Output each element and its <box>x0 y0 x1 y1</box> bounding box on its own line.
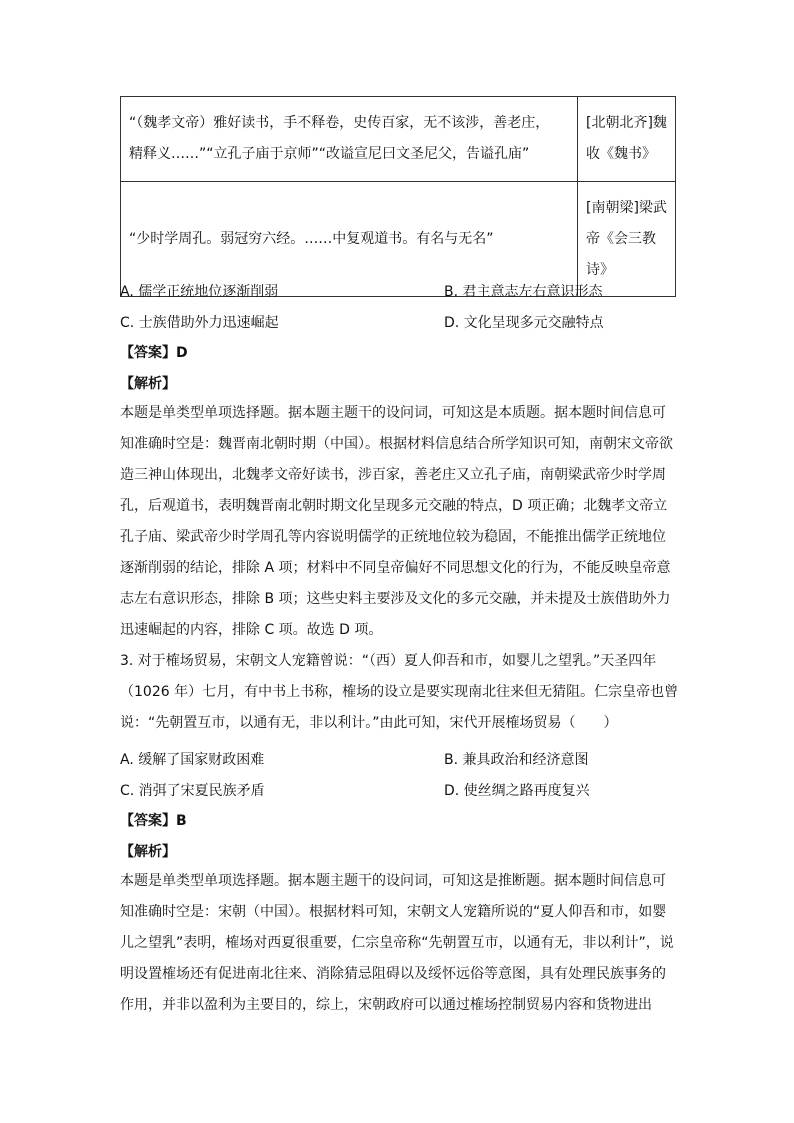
quote-line: 精释义……”“立孔子庙于京师”“改谥宣尼曰文圣尼父，告谥孔庙” <box>129 146 530 162</box>
option-d: D. 文化呈现多元交融特点 <box>444 315 604 331</box>
question-stem <box>120 646 680 739</box>
analysis-line: 孔子庙、梁武帝少时学周孔等内容说明儒学的正统地位较为稳固，不能推出儒学正统地位 <box>120 529 666 545</box>
option-c: C. 消弭了宋夏民族矛盾 <box>120 783 265 799</box>
analysis-line: 孔，后观道书，表明魏晋南北朝时期文化呈现多元交融的特点，D 项正确；北魏孝文帝立 <box>120 498 668 514</box>
analysis-label: 【解析】 <box>120 376 176 392</box>
quote-line: “（魏孝文帝）雅好读书，手不释卷，史传百家，无不该涉，善老庄， <box>129 115 550 131</box>
analysis-line: 造三神山体现出，北魏孝文帝好读书，涉百家，善老庄又立孔子庙，南朝梁武帝少时学周 <box>120 467 666 483</box>
stem-line: 说：“先朝置互市，以通有无，非以利计。”由此可知，宋代开展榷场贸易（ ） <box>120 715 618 731</box>
source-line: [南朝梁]梁武 <box>586 199 667 216</box>
analysis-line: 本题是单类型单项选择题。据本题主题干的设问词，可知这是本质题。据本题时间信息可 <box>120 405 666 421</box>
option-b: B. 兼具政治和经济意图 <box>444 752 589 768</box>
option-c: C. 士族借助外力迅速崛起 <box>120 315 279 331</box>
source-cell <box>578 97 676 182</box>
source-cell <box>578 182 676 297</box>
answer-label: 【答案】D <box>120 345 188 361</box>
option-b: B. 君主意志左右意识形态 <box>444 284 603 300</box>
analysis-line: 逐渐削弱的结论，排除 A 项；材料中不同皇帝偏好不同思想文化的行为，不能反映皇帝意 <box>120 560 671 576</box>
analysis-line: 迅速崛起的内容，排除 C 项。故选 D 项。 <box>120 622 383 638</box>
analysis-line: 知准确时空是：魏晋南北朝时期（中国）。根据材料信息结合所学知识可知，南朝宋文帝欲 <box>120 436 673 452</box>
analysis-label: 【解析】 <box>120 844 176 860</box>
quote-cell <box>121 182 578 297</box>
quote-cell <box>121 97 578 182</box>
analysis-paragraph <box>120 398 680 646</box>
analysis-line: 志左右意识形态，排除 B 项；这些史料主要涉及文化的多元交融，并未提及士族借助外力 <box>120 591 671 607</box>
option-a: A. 儒学正统地位逐渐削弱 <box>120 284 279 300</box>
table-row <box>121 182 676 297</box>
analysis-line: 儿之望乳”表明，榷场对西夏很重要，仁宗皇帝称“先朝置互市，以通有无，非以利计”，说 <box>120 935 674 951</box>
analysis-line: 知准确时空是：宋朝（中国）。根据材料可知，宋朝文人宠籍所说的“夏人仰吾和市，如婴 <box>120 904 667 920</box>
stem-line: 3. 对于榷场贸易，宋朝文人宠籍曾说：“（西）夏人仰吾和市，如婴儿之望乳。”天圣四年 <box>120 653 657 669</box>
table-row <box>121 97 676 182</box>
analysis-paragraph <box>120 866 680 1021</box>
source-line: 诗》 <box>586 261 614 278</box>
stem-line: （1026 年）七月，有中书上书称，榷场的设立是要实现南北往来但无猜阻。仁宗皇帝也曾 <box>120 684 679 700</box>
option-d: D. 使丝绸之路再度复兴 <box>444 783 590 799</box>
source-line: 帝《会三教 <box>586 230 656 247</box>
analysis-line: 明设置榷场还有促进南北往来、消除猜忌阻碍以及绥怀远俗等意图，具有处理民族事务的 <box>120 966 666 982</box>
analysis-line: 本题是单类型单项选择题。据本题主题干的设问词，可知这是推断题。据本题时间信息可 <box>120 873 666 889</box>
source-line: [北朝北齐]魏 <box>586 115 667 131</box>
source-line: 收《魏书》 <box>586 146 656 162</box>
source-table <box>120 96 676 297</box>
option-a: A. 缓解了国家财政困难 <box>120 752 265 768</box>
quote-line: “少时学周孔。弱冠穷六经。……中复观道书。有名与无名” <box>129 230 494 247</box>
answer-label: 【答案】B <box>120 813 187 829</box>
analysis-line: 作用，并非以盈利为主要目的，综上，宋朝政府可以通过榷场控制贸易内容和货物进出 <box>120 997 652 1013</box>
